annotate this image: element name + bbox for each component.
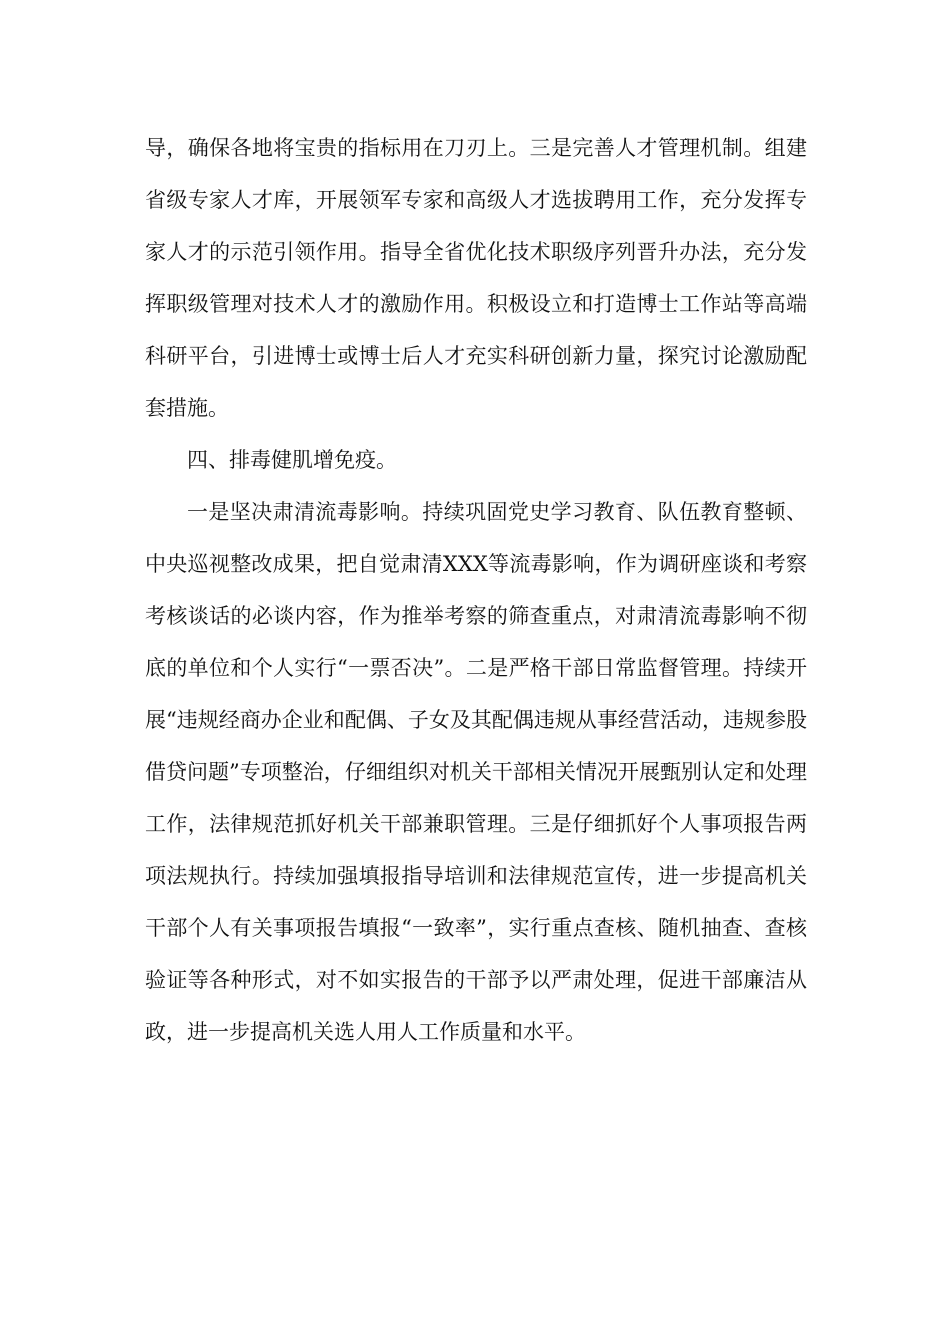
paragraph-talent-management: 导，确保各地将宝贵的指标用在刀刃上。三是完善人才管理机制。组建省级专家人才库，开展领军专家和高级人才选拔聘用工作，充分发挥专家人才的示范引领作用。指导全省优化技术职级序列晋升办法，充分发挥职级管理对技术人才的激励作用。积极设立和打造博士工作站等高端科研平台，引进博士或博士后人才充实科研创新力量，探究讨论激励配套措施。 bbox=[145, 136, 807, 420]
section-heading-four: 四、排毒健肌增免疫。 bbox=[187, 448, 397, 472]
paragraph-detox-measures: 一是坚决肃清流毒影响。持续巩固党史学习教育、队伍教育整顿、中央巡视整改成果，把自觉肃清XXX等流毒影响，作为调研座谈和考察考核谈话的必谈内容，作为推举考察的筛查重点，对肃清流毒影响不彻底的单位和个人实行“一票否决”。二是严格干部日常监督管理。持续开展“违规经商办企业和配偶、子女及其配偶违规从事经营活动，违规参股借贷问题”专项整治，仔细组织对机关干部相关情况开展甄别认定和处理工作，法律规范抓好机关干部兼职管理。三是仔细抓好个人事项报告两项法规执行。持续加强填报指导培训和法律规范宣传，进一步提高机关干部个人有关事项报告填报“一致率”，实行重点查核、随机抽查、查核验证等各种形式，对不如实报告的干部予以严肃处理，促进干部廉洁从政，进一步提高机关选人用人工作质量和水平。 bbox=[145, 500, 807, 1044]
document-body bbox=[145, 122, 807, 1058]
